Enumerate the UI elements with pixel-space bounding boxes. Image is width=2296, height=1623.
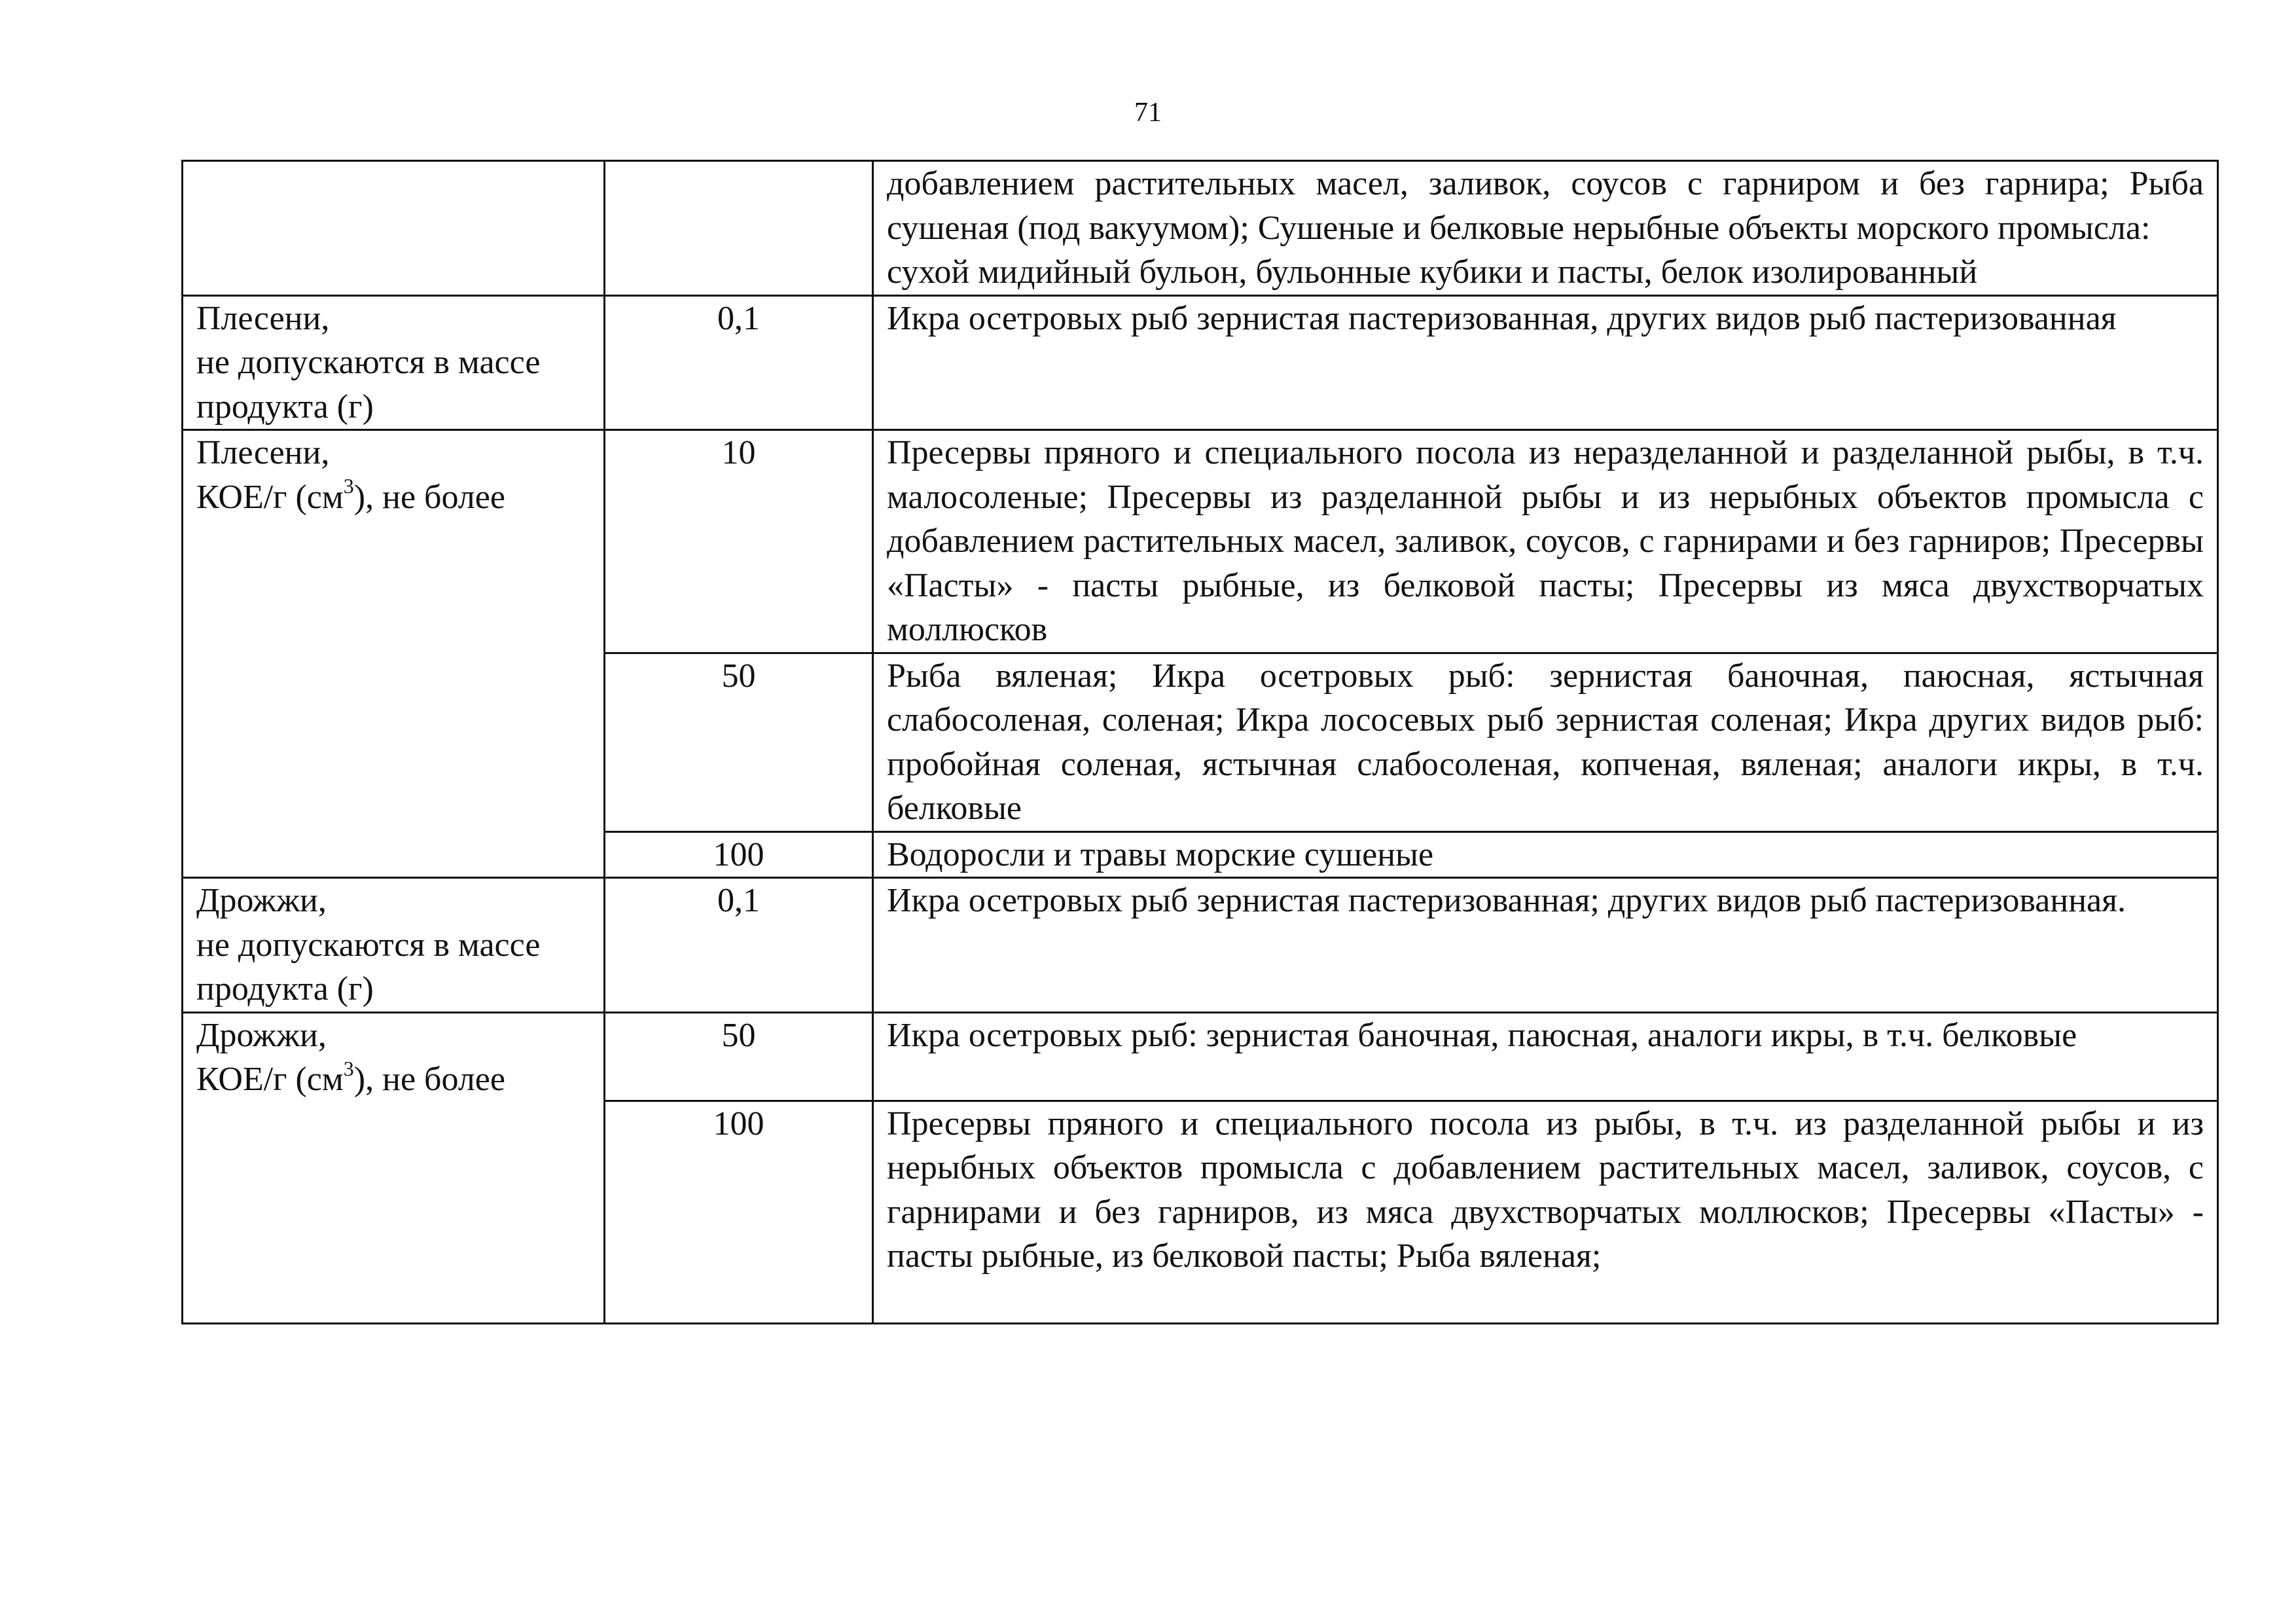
table-row <box>183 878 2218 1013</box>
value-cell <box>605 161 873 296</box>
param-name: Дрожжи, <box>196 1016 327 1054</box>
table-row <box>183 161 2218 296</box>
param-condition: не допускаются в массе <box>196 344 541 381</box>
param-cell <box>183 1012 605 1323</box>
value-cell: 0,1 <box>605 878 873 1013</box>
value-cell: 50 <box>605 653 873 831</box>
products-text: добавлением растительных масел, заливок, соусов с гарниром и без гарнира; Рыба сушеная (под вакуумом); Сушеные и белковые нерыбные объекты морского промысла: <box>887 165 2204 247</box>
value-cell: 50 <box>605 1012 873 1101</box>
products-cell: Рыба вяленая; Икра осетровых рыб: зернистая баночная, паюсная, ястычная слабосоленая, соленая; Икра лососевых рыб зернистая соленая; Икра других видов рыб: пробойная соленая, ястычная слабосоленая, копченая, вяленая; аналоги икры, в т.ч. белковые <box>873 653 2218 831</box>
param-cell <box>183 878 605 1013</box>
param-condition: не допускаются в массе <box>196 926 541 964</box>
products-cell: Икра осетровых рыб: зернистая баночная, паюсная, аналоги икры, в т.ч. белковые <box>873 1012 2218 1101</box>
value-cell: 10 <box>605 430 873 653</box>
products-cell: Икра осетровых рыб зернистая пастеризованная, других видов рыб пастеризованная <box>873 295 2218 430</box>
param-unit: КОЕ/г $(см^3)$, не более <box>196 1056 505 1098</box>
products-cell: Водоросли и травы морские сушеные <box>873 831 2218 878</box>
value-cell: 100 <box>605 1101 873 1323</box>
products-cell: Пресервы пряного и специального посола из неразделанной и разделанной рыбы, в т.ч. малосоленые; Пресервы из разделанной рыбы и из нерыбных объектов промысла с добавлением растительных масел, заливок, соусов, с гарнирами и без гарниров; Пресервы «Пасты» - пасты рыбные, из белковой пасты; Пресервы из мяса двухстворчатых моллюсков <box>873 430 2218 653</box>
products-text-extra: сухой мидийный бульон, бульонные кубики и пасты, белок изолированный <box>887 253 1978 291</box>
products-cell: Пресервы пряного и специального посола из рыбы, в т.ч. из разделанной рыбы и из нерыбных объектов промысла с добавлением растительных масел, заливок, соусов, с гарнирами и без гарниров, из мяса двухстворчатых моллюсков; Пресервы «Пасты» - пасты рыбные, из белковой пасты; Рыба вяленая; <box>873 1101 2218 1323</box>
param-cell <box>183 295 605 430</box>
param-name: Плесени, <box>196 299 330 337</box>
value-cell: 0,1 <box>605 295 873 430</box>
param-name: Плесени, <box>196 434 330 471</box>
value-cell: 100 <box>605 831 873 878</box>
microbiology-norms-table <box>181 160 2219 1324</box>
param-unit: продукта (г) <box>196 970 374 1008</box>
table-row <box>183 430 2218 653</box>
param-cell <box>183 430 605 878</box>
param-unit: продукта (г) <box>196 388 374 426</box>
table-row <box>183 295 2218 430</box>
products-cell: Икра осетровых рыб зернистая пастеризованная; других видов рыб пастеризованная. <box>873 878 2218 1013</box>
page-number: 71 <box>1134 98 1162 128</box>
param-cell <box>183 161 605 296</box>
products-cell <box>873 161 2218 296</box>
param-name: Дрожжи, <box>196 882 327 919</box>
table-row <box>183 1012 2218 1101</box>
param-unit: КОЕ/г $(см^3)$, не более <box>196 474 505 516</box>
